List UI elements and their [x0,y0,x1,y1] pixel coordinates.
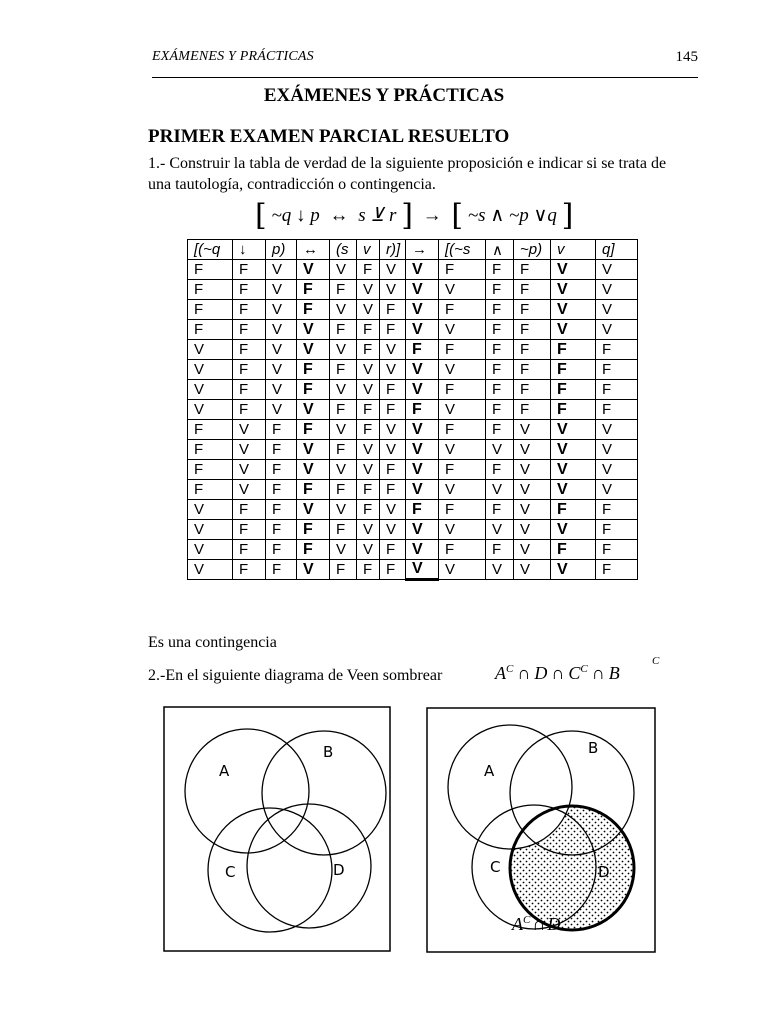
left-bracket-open: [ [255,198,267,233]
truth-table-cell: V [406,420,439,440]
truth-table-cell: F [551,400,596,420]
truth-table-cell: V [380,360,406,380]
truth-table-header-cell: ↔ [297,240,330,260]
truth-table-cell: F [514,260,551,280]
venn-caption [512,914,560,935]
truth-table-row [188,460,638,480]
truth-table-cell: F [514,340,551,360]
truth-table-cell: F [188,260,233,280]
truth-table-cell: V [486,520,514,540]
truth-table-header-cell: → [406,240,439,260]
truth-table-cell: V [330,260,357,280]
truth-table-row [188,280,638,300]
label-b: B [323,743,334,761]
truth-table-cell: V [380,500,406,520]
header-title: EXÁMENES Y PRÁCTICAS [152,49,314,64]
truth-table-cell: F [486,400,514,420]
truth-table-cell: F [596,400,638,420]
truth-table-cell: V [188,540,233,560]
truth-table-cell: F [596,520,638,540]
truth-table-cell: V [297,400,330,420]
truth-table-cell: V [357,280,380,300]
truth-table-cell: V [551,520,596,540]
truth-table-cell: V [380,420,406,440]
formula-biconditional: ↔ [329,205,349,226]
truth-table-cell: F [297,380,330,400]
truth-table-header-cell: v [357,240,380,260]
truth-table-cell: V [439,400,486,420]
truth-table-cell: F [330,440,357,460]
truth-table-cell: V [233,440,266,460]
truth-table-row [188,560,638,580]
truth-table-cell: V [266,340,297,360]
truth-table-cell: V [266,260,297,280]
truth-table-cell: F [514,360,551,380]
truth-table-cell: F [486,380,514,400]
label-b: B [588,739,599,757]
truth-table-cell: V [406,540,439,560]
right-bracket-open: [ [451,198,464,233]
truth-table-cell: V [406,360,439,380]
truth-table-cell: V [357,520,380,540]
truth-table-cell: F [233,400,266,420]
truth-table-cell: F [330,480,357,500]
truth-table-cell: V [406,520,439,540]
truth-table-cell: F [514,300,551,320]
truth-table-cell: V [486,480,514,500]
truth-table-cell: F [297,520,330,540]
truth-table-header-cell: [(~s [439,240,486,260]
truth-table-cell: V [380,340,406,360]
truth-table-cell: V [297,260,330,280]
truth-table-row [188,440,638,460]
truth-table-cell: F [188,320,233,340]
truth-table-cell: V [266,320,297,340]
truth-table-cell: V [514,520,551,540]
truth-table-cell: V [357,460,380,480]
truth-table-cell: V [188,400,233,420]
truth-table-cell: F [486,260,514,280]
truth-table-cell: V [297,460,330,480]
truth-table-cell: V [406,280,439,300]
truth-table-cell: F [233,340,266,360]
truth-table-cell: V [439,280,486,300]
caption-intersection: ∩ [532,914,546,934]
truth-table-cell: F [266,440,297,460]
truth-table-cell: V [551,480,596,500]
truth-table-cell: V [380,520,406,540]
truth-table-row [188,360,638,380]
truth-table-cell: V [514,440,551,460]
truth-table-cell: V [266,380,297,400]
truth-table-cell: V [357,300,380,320]
truth-table-cell: F [486,280,514,300]
truth-table-cell: F [266,520,297,540]
truth-table-cell: V [297,340,330,360]
truth-table-cell: V [266,280,297,300]
truth-table-cell: F [406,400,439,420]
truth-table-cell: F [357,260,380,280]
truth-table-cell: F [357,480,380,500]
truth-table-cell: F [439,340,486,360]
truth-table-cell: F [357,420,380,440]
truth-table-cell: V [439,320,486,340]
truth-table-cell: V [233,480,266,500]
truth-table-cell: V [406,260,439,280]
truth-table-cell: V [266,400,297,420]
truth-table-cell: V [551,420,596,440]
truth-table-cell: V [514,560,551,580]
truth-table-cell: F [439,500,486,520]
formula-left-inner: ~q ↓ p [271,205,320,226]
truth-table-cell: F [297,280,330,300]
truth-table-cell: V [551,280,596,300]
question-2-text: 2.-En el siguiente diagrama de Veen sombrear [148,667,443,684]
truth-table-cell: V [233,460,266,480]
truth-table-cell: F [233,260,266,280]
truth-table-cell: V [233,420,266,440]
truth-table-cell: F [514,280,551,300]
truth-table-header-cell: p) [266,240,297,260]
formula-consequent: ~s ∧ ~p ∨q [467,205,557,226]
truth-table-cell: V [380,440,406,460]
truth-table-cell: V [486,560,514,580]
truth-table-cell: V [514,420,551,440]
truth-table-cell: V [406,480,439,500]
truth-table-cell: F [486,500,514,520]
truth-table-cell: F [233,500,266,520]
truth-table-cell: V [297,500,330,520]
truth-table-cell: F [380,560,406,580]
truth-table-cell: F [330,360,357,380]
truth-table-cell: V [406,380,439,400]
left-bracket-close: ] [401,198,413,233]
truth-table-cell: F [596,560,638,580]
caption-a: A [512,914,523,934]
truth-table-cell: V [297,560,330,580]
truth-table-cell: F [596,360,638,380]
truth-table-cell: F [357,560,380,580]
truth-table-cell: F [406,340,439,360]
truth-table-cell: V [188,360,233,380]
label-c: C [490,858,501,876]
truth-table-cell: F [486,540,514,560]
truth-table-cell: V [514,460,551,480]
truth-table-cell: F [266,560,297,580]
truth-table-row [188,540,638,560]
formula-implies: → [422,205,442,226]
truth-table-cell: F [233,320,266,340]
truth-table-cell: V [266,360,297,380]
truth-table-cell: F [486,320,514,340]
truth-table-cell: F [266,500,297,520]
truth-table-cell: V [514,540,551,560]
right-bracket-close: ] [561,198,574,233]
truth-table-cell: F [233,360,266,380]
truth-table-cell: V [406,460,439,480]
truth-table-cell: F [486,340,514,360]
truth-table-cell: V [380,280,406,300]
truth-table-cell: F [330,520,357,540]
truth-table-cell: V [357,540,380,560]
truth-table-cell: V [551,440,596,460]
truth-table-cell: F [380,460,406,480]
truth-table-cell: F [297,420,330,440]
truth-table-cell: F [233,380,266,400]
expr-intersection-1: ∩ [517,663,531,683]
truth-table-cell: F [357,320,380,340]
truth-table-cell: F [266,540,297,560]
truth-table-cell: F [330,400,357,420]
truth-table-cell: V [330,340,357,360]
conclusion-text: Es una contingencia [148,634,277,651]
truth-table-cell: F [551,500,596,520]
truth-table-cell: F [188,300,233,320]
truth-table-cell: V [596,320,638,340]
truth-table-cell: F [380,320,406,340]
truth-table-cell: F [486,300,514,320]
truth-table-cell: F [596,380,638,400]
truth-table-cell: F [380,480,406,500]
truth-table-header-cell: v [551,240,596,260]
expr-d: D [534,663,548,683]
truth-table-cell: F [188,420,233,440]
truth-table-cell: V [439,560,486,580]
truth-table-cell: V [380,260,406,280]
question-2-expression [495,663,620,684]
truth-table-row [188,320,638,340]
truth-table-cell: F [486,360,514,380]
truth-table-cell: V [330,540,357,560]
truth-table-cell: F [188,480,233,500]
truth-table-cell: V [266,300,297,320]
truth-table-cell: V [514,500,551,520]
expr-a-complement: C [506,663,514,675]
truth-table-cell: V [406,560,439,580]
truth-table-cell: V [439,440,486,460]
truth-table-cell: F [439,420,486,440]
truth-table-cell: F [188,460,233,480]
truth-table-cell: F [233,300,266,320]
truth-table-row [188,300,638,320]
truth-table-cell: F [266,460,297,480]
truth-table-cell: V [439,360,486,380]
truth-table-row [188,340,638,360]
truth-table-cell: V [551,260,596,280]
truth-table-cell: V [406,440,439,460]
truth-table-row [188,480,638,500]
section-title: EXÁMENES Y PRÁCTICAS [263,85,505,106]
truth-table-cell: V [330,460,357,480]
truth-table-cell: F [330,280,357,300]
truth-table-cell: F [514,320,551,340]
expr-b: B [608,663,620,683]
truth-table-cell: F [551,340,596,360]
truth-table-cell: F [439,540,486,560]
truth-table-cell: F [596,540,638,560]
truth-table [187,239,638,581]
truth-table-cell: V [297,320,330,340]
truth-table-header-cell: ↓ [233,240,266,260]
page-number: 145 [675,49,698,65]
truth-table-cell: V [188,500,233,520]
truth-table-cell: V [551,460,596,480]
truth-table-row [188,380,638,400]
running-header [152,45,698,78]
truth-table-cell: F [233,560,266,580]
truth-table-cell: F [439,460,486,480]
truth-table-cell: V [596,420,638,440]
truth-table-cell: F [233,540,266,560]
truth-table-cell: F [266,480,297,500]
caption-d: D [547,914,561,934]
truth-table-cell: V [551,560,596,580]
expr-c: C [568,663,581,683]
truth-table-cell: V [357,380,380,400]
truth-table-cell: V [406,320,439,340]
caption-complement: C [523,914,531,926]
label-a: A [484,762,495,780]
truth-table-cell: V [357,360,380,380]
expr-c-complement: C [580,663,588,675]
truth-table-header-row [188,240,638,260]
truth-table-cell: F [357,500,380,520]
truth-table-cell: V [551,300,596,320]
expr-a: A [495,663,506,683]
truth-table-cell: V [188,340,233,360]
label-d: D [333,861,345,879]
truth-table-header-cell: (s [330,240,357,260]
truth-table-cell: V [330,500,357,520]
truth-table-row [188,420,638,440]
truth-table-cell: V [596,260,638,280]
truth-table-cell: V [357,440,380,460]
truth-table-cell: F [380,400,406,420]
truth-table-cell: F [514,400,551,420]
truth-table-header-cell: ~p) [514,240,551,260]
truth-table-cell: F [297,360,330,380]
truth-table-row [188,260,638,280]
truth-table-cell: V [486,440,514,460]
truth-table-cell: F [233,280,266,300]
truth-table-cell: F [551,360,596,380]
truth-table-cell: V [439,480,486,500]
truth-table-cell: F [380,380,406,400]
exam-title: PRIMER EXAMEN PARCIAL RESUELTO [148,126,510,147]
truth-table-cell: V [406,300,439,320]
venn-diagram-blank [163,706,391,952]
truth-table-cell: F [406,500,439,520]
truth-table-cell: F [330,320,357,340]
truth-table-cell: F [439,260,486,280]
truth-table-cell: F [439,380,486,400]
proposition-formula [255,198,573,233]
truth-table-cell: F [439,300,486,320]
truth-table-cell: F [551,380,596,400]
truth-table-cell: F [596,340,638,360]
truth-table-cell: V [596,440,638,460]
truth-table-cell: F [330,560,357,580]
truth-table-header-cell: r)] [380,240,406,260]
truth-table-header-cell: ∧ [486,240,514,260]
truth-table-cell: V [188,560,233,580]
truth-table-cell: F [188,440,233,460]
truth-table-cell: V [596,480,638,500]
truth-table-cell: V [297,440,330,460]
truth-table-cell: F [357,340,380,360]
truth-table-cell: V [330,420,357,440]
truth-table-header-cell: q] [596,240,638,260]
label-a: A [219,762,230,780]
truth-table-cell: V [330,380,357,400]
truth-table-cell: V [596,300,638,320]
expr-intersection-2: ∩ [551,663,565,683]
truth-table-cell: V [596,280,638,300]
truth-table-header-cell: [(~q [188,240,233,260]
truth-table-row [188,400,638,420]
truth-table-cell: F [297,540,330,560]
truth-table-row [188,520,638,540]
truth-table-cell: F [596,500,638,520]
truth-table-cell: V [439,520,486,540]
truth-table-cell: V [188,520,233,540]
truth-table-cell: F [514,380,551,400]
truth-table-cell: F [551,540,596,560]
question-1-text: 1.- Construir la tabla de verdad de la siguiente proposición e indicar si se trata de una tautología, contradicción o contingencia. [148,155,667,193]
truth-table-cell: V [514,480,551,500]
truth-table-cell: F [486,420,514,440]
formula-right-inner: s ⊻ r [358,205,397,226]
truth-table-cell: F [266,420,297,440]
truth-table-cell: F [380,540,406,560]
truth-table-cell: F [486,460,514,480]
label-d: D [598,863,610,881]
truth-table-cell: V [330,300,357,320]
label-c: C [225,863,236,881]
truth-table-cell: V [596,460,638,480]
truth-table-cell: F [380,300,406,320]
expr-outer-complement: C [652,655,660,667]
truth-table-cell: F [297,480,330,500]
truth-table-cell: F [233,520,266,540]
truth-table-cell: V [188,380,233,400]
truth-table-cell: F [188,280,233,300]
truth-table-cell: F [357,400,380,420]
truth-table-row [188,500,638,520]
expr-intersection-3: ∩ [591,663,605,683]
truth-table-cell: F [297,300,330,320]
truth-table-cell: V [551,320,596,340]
